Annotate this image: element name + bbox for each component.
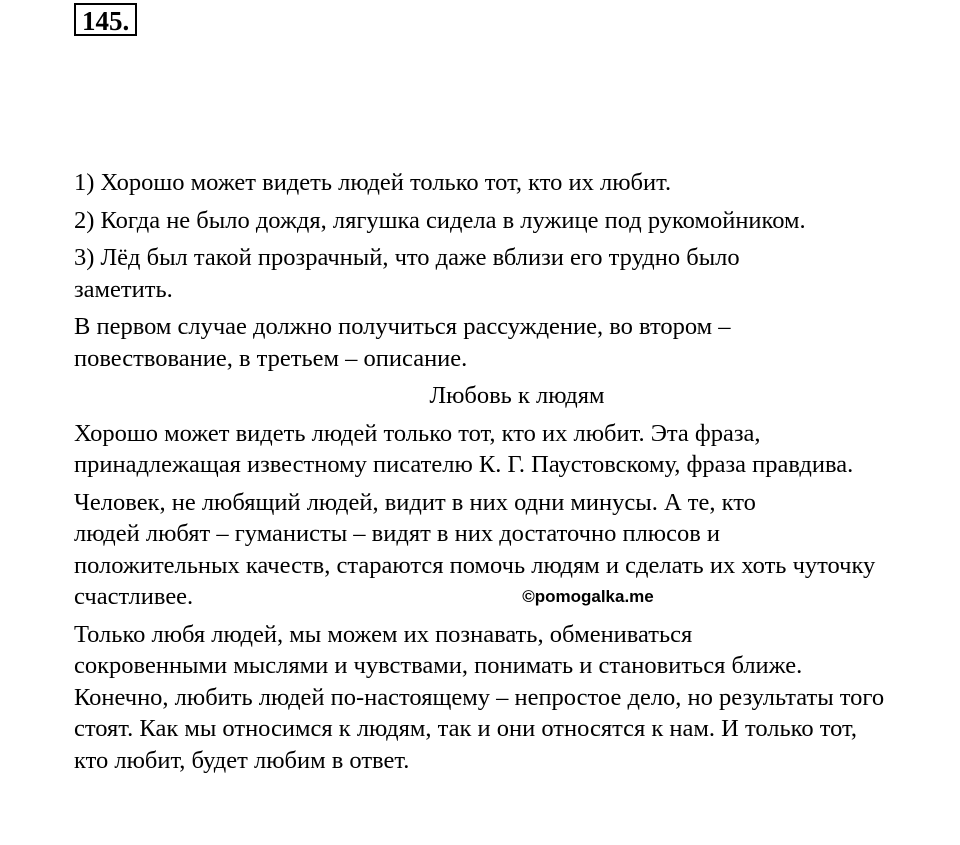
- essay-paragraph-3: [3, 619, 955, 777]
- sentence-3-line-1: 3) Лёд был такой прозрачный, что даже вблизи его трудно было: [74, 244, 740, 271]
- paragraph-1-line-1: Хорошо может видеть людей только тот, кто их любит. Эта фраза,: [74, 419, 761, 447]
- sentence-3-line-2: заметить.: [74, 275, 173, 303]
- watermark: ©pomogalka.me: [522, 587, 654, 606]
- paragraph-3-line-5: кто любит, будет любим в ответ.: [74, 746, 410, 774]
- note-line-1: В первом случае должно получиться рассуждение, во втором –: [74, 313, 731, 340]
- text-type-note: [3, 311, 955, 374]
- paragraph-2-line-1: Человек, не любящий людей, видит в них одни минусы. А те, кто: [74, 488, 756, 516]
- paragraph-2-line-4: [3, 581, 955, 613]
- paragraph-2-line-4-text: счастливее.: [74, 583, 194, 610]
- essay-paragraph-2: [3, 487, 955, 613]
- document-body: [3, 167, 955, 782]
- sentence-2: 2) Когда не было дождя, лягушка сидела в лужице под рукомойником.: [74, 206, 806, 234]
- task-number: 145.: [74, 3, 137, 36]
- essay-paragraph-1: [3, 418, 955, 481]
- paragraph-2-line-3: положительных качеств, стараются помочь людям и сделать их хоть чуточку: [74, 551, 876, 579]
- sentence-3: [3, 242, 955, 305]
- sentence-1: 1) Хорошо может видеть людей только тот, кто их любит.: [74, 169, 672, 196]
- paragraph-3-line-2: сокровенными мыслями и чувствами, понимать и становиться ближе.: [74, 652, 803, 679]
- paragraph-3-line-3: Конечно, любить людей по-настоящему – непростое дело, но результаты того: [74, 683, 885, 711]
- paragraph-3-line-4: стоят. Как мы относимся к людям, так и они относятся к нам. И только тот,: [74, 715, 857, 742]
- paragraph-3-line-1: Только любя людей, мы можем их познавать, обмениваться: [74, 620, 693, 648]
- paragraph-2-line-2: людей любят – гуманисты – видят в них достаточно плюсов и: [74, 520, 721, 547]
- paragraph-1-line-2: принадлежащая известному писателю К. Г. Паустовскому, фраза правдива.: [74, 451, 854, 478]
- essay-title: Любовь к людям: [429, 382, 605, 409]
- note-line-2: повествование, в третьем – описание.: [74, 344, 468, 372]
